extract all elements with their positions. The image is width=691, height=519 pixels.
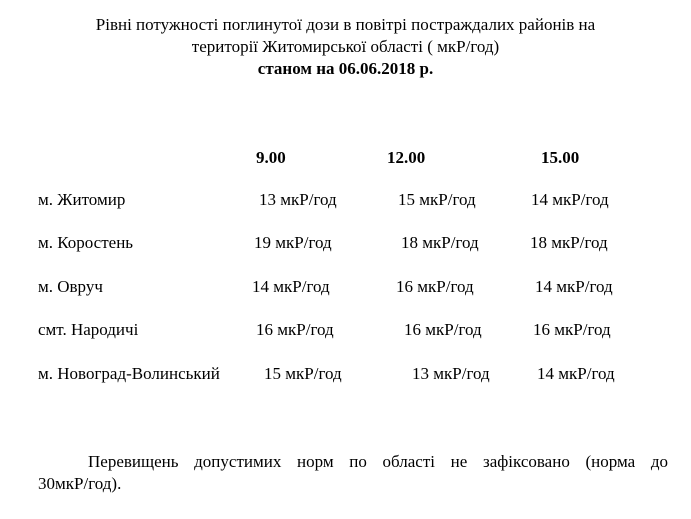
row-name-zhytomyr: м. Житомир <box>38 190 126 209</box>
cell-novohrad-15: 14 мкР/год <box>537 364 615 383</box>
summary-note-line-2: 30мкР/год). <box>38 474 122 493</box>
cell-narodychi-9: 16 мкР/год <box>256 320 334 339</box>
cell-novohrad-9: 15 мкР/год <box>264 364 342 383</box>
title-line-1: Рівні потужності поглинутої дози в повітрі постраждалих районів на <box>95 15 596 34</box>
row-name-narodychi: смт. Народичі <box>38 320 139 339</box>
column-header-15: 15.00 <box>541 148 580 167</box>
summary-note <box>38 451 668 495</box>
title-date: станом на 06.06.2018 р. <box>257 59 434 78</box>
cell-zhytomyr-9: 13 мкР/год <box>259 190 337 209</box>
title-line-2: території Житомирської області ( мкР/год) <box>191 37 500 56</box>
cell-novohrad-12: 13 мкР/год <box>412 364 490 383</box>
cell-ovruch-15: 14 мкР/год <box>535 277 613 296</box>
row-name-korosten: м. Коростень <box>38 233 134 252</box>
row-name-novohrad-volynskyi: м. Новоград-Волинський <box>38 364 220 383</box>
column-header-12: 12.00 <box>387 148 426 167</box>
cell-korosten-15: 18 мкР/год <box>530 233 608 252</box>
cell-zhytomyr-12: 15 мкР/год <box>398 190 476 209</box>
cell-narodychi-12: 16 мкР/год <box>404 320 482 339</box>
cell-narodychi-15: 16 мкР/год <box>533 320 611 339</box>
cell-ovruch-9: 14 мкР/год <box>252 277 330 296</box>
summary-note-line-1: Перевищень допустимих норм по області не зафіксовано (норма до <box>88 452 668 471</box>
cell-zhytomyr-15: 14 мкР/год <box>531 190 609 209</box>
cell-ovruch-12: 16 мкР/год <box>396 277 474 296</box>
column-header-9: 9.00 <box>256 148 286 167</box>
cell-korosten-9: 19 мкР/год <box>254 233 332 252</box>
cell-korosten-12: 18 мкР/год <box>401 233 479 252</box>
row-name-ovruch: м. Овруч <box>38 277 103 296</box>
